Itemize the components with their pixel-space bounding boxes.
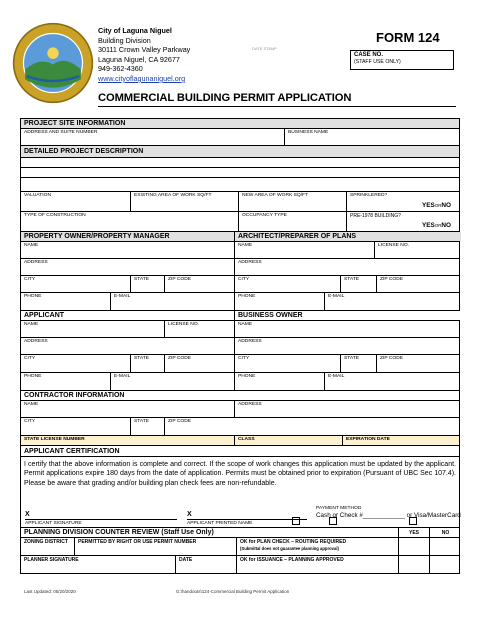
section-project-description: DETAILED PROJECT DESCRIPTION	[21, 146, 459, 158]
address-line1: 30111 Crown Valley Parkway	[98, 45, 191, 55]
new-area-label: NEW AREA OF WORK SQ/FT	[242, 193, 309, 198]
review-no-label: NO	[441, 530, 450, 536]
business-owner-city-field[interactable]	[235, 355, 341, 372]
architect-name-label: NAME	[238, 243, 253, 248]
owner-address-field[interactable]	[21, 259, 235, 275]
row-valuation	[21, 192, 459, 212]
architect-city-label: CITY	[238, 277, 250, 282]
row-counter-review-header	[21, 528, 459, 538]
contractor-state-field[interactable]	[131, 418, 165, 435]
row-owner-name	[21, 242, 459, 259]
business-owner-zip-label: ZIP CODE	[380, 356, 404, 361]
row-applicant-phone	[21, 373, 459, 391]
applicant-license-field[interactable]	[165, 321, 235, 337]
construction-type-field[interactable]	[21, 212, 239, 231]
business-name-label: BUSINESS NAME	[288, 130, 329, 135]
row-construction	[21, 212, 459, 232]
architect-phone-label: PHONE	[238, 294, 256, 299]
section-property-owner: PROPERTY OWNER/PROPERTY MANAGER	[21, 232, 235, 241]
payment-card-checkbox[interactable]	[409, 517, 417, 525]
row-applicant-address	[21, 338, 459, 355]
row-zoning	[21, 538, 459, 556]
contractor-city-field[interactable]	[21, 418, 131, 435]
payment-check-checkbox[interactable]	[329, 517, 337, 525]
contractor-name-label: NAME	[24, 402, 39, 407]
owner-city-label: CITY	[24, 277, 36, 282]
owner-state-label: STATE	[134, 277, 150, 282]
row-site-address	[21, 129, 459, 146]
city-seal-logo	[12, 22, 94, 104]
permit-form	[20, 118, 460, 574]
issuance-no-cell[interactable]	[430, 556, 461, 574]
owner-address-label: ADDRESS	[24, 260, 48, 265]
row-owner-phone	[21, 293, 459, 311]
architect-state-label: STATE	[344, 277, 360, 282]
address-line2: Laguna Niguel, CA 92677	[98, 54, 180, 64]
row-planner	[21, 556, 459, 574]
website-link[interactable]: www.cityoflagunaniguel.org	[98, 73, 186, 83]
org-phone: 949-362-4360	[98, 64, 143, 74]
row-contractor-license	[21, 436, 459, 446]
applicant-phone-field[interactable]	[21, 373, 111, 390]
payment-cash-checkbox[interactable]	[292, 517, 300, 525]
ok-issuance-label: OK for ISSUANCE – PLANNING APPROVED	[240, 557, 344, 563]
form-number: FORM 124	[376, 30, 440, 45]
applicant-email-label: E-MAIL	[114, 374, 131, 379]
section-counter-review: PLANNING DIVISION COUNTER REVIEW (Staff Use Only)	[21, 528, 399, 537]
valuation-label: VALUATION	[24, 193, 51, 198]
applicant-state-field[interactable]	[131, 355, 165, 372]
applicant-phone-label: PHONE	[24, 374, 42, 379]
owner-email-label: E-MAIL	[114, 294, 131, 299]
row-owner-architect-headers	[21, 232, 459, 242]
architect-zip-field[interactable]	[377, 276, 461, 292]
owner-email-field[interactable]	[111, 293, 235, 310]
contractor-state-label: STATE	[134, 419, 150, 424]
applicant-signature-label: APPLICANT SIGNATURE	[25, 521, 82, 526]
row-signatures	[21, 508, 459, 528]
sprinklered-yes-no[interactable]: YESORNO	[422, 202, 451, 209]
case-number-box[interactable]	[350, 50, 454, 70]
architect-city-field[interactable]	[235, 276, 341, 292]
occupancy-type-label: OCCUPANCY TYPE	[242, 213, 287, 218]
architect-email-field[interactable]	[325, 293, 461, 310]
business-owner-phone-label: PHONE	[238, 374, 256, 379]
applicant-zip-label: ZIP CODE	[168, 356, 192, 361]
applicant-state-label: STATE	[134, 356, 150, 361]
planner-signature-field[interactable]	[21, 556, 176, 574]
applicant-printed-name-label: APPLICANT PRINTED NAME	[187, 521, 253, 526]
certification-text-block	[21, 457, 459, 508]
description-line-1[interactable]	[21, 158, 459, 168]
architect-zip-label: ZIP CODE	[380, 277, 404, 282]
row-applicant-business-headers	[21, 311, 459, 321]
business-owner-phone-field[interactable]	[235, 373, 325, 390]
date-stamp-label: DATE STAMP	[252, 46, 277, 51]
applicant-email-field[interactable]	[111, 373, 235, 390]
contractor-license-label: STATE LICENSE NUMBER	[24, 437, 85, 442]
business-owner-name-field[interactable]	[235, 321, 461, 337]
org-name: City of Laguna Niguel	[98, 26, 172, 35]
applicant-address-label: ADDRESS	[24, 339, 48, 344]
ok-plan-check-label: OK for PLAN CHECK – ROUTING REQUIRED	[240, 539, 347, 545]
occupancy-type-field[interactable]	[239, 212, 347, 231]
last-updated: Last Updated: 05/20/2020	[24, 589, 76, 594]
row-applicant-city	[21, 355, 459, 373]
applicant-city-label: CITY	[24, 356, 36, 361]
address-field[interactable]	[21, 129, 285, 145]
contractor-address-label: ADDRESS	[238, 402, 262, 407]
contractor-expiration-label: EXPIRATION DATE	[346, 437, 390, 442]
section-applicant: APPLICANT	[21, 311, 235, 320]
issuance-yes-cell[interactable]	[399, 556, 430, 574]
construction-type-label: TYPE OF CONSTRUCTION	[24, 213, 86, 218]
pre1978-field[interactable]	[347, 212, 461, 231]
owner-zip-label: ZIP CODE	[168, 277, 192, 282]
business-owner-email-label: E-MAIL	[328, 374, 345, 379]
business-owner-zip-field[interactable]	[377, 355, 461, 372]
section-architect: ARCHITECT/PREPARER OF PLANS	[235, 232, 461, 241]
certification-text: I certify that the above information is complete and correct. If the scope of work changes this application must be updated by the applicant. Permit applications expire 180 days from the date of application. Permits must be obtained prior to expiration (Pursuant of UBC Sec 107.4). Please be aware that grading and/or building plan check fees are non-refundable.	[24, 461, 456, 487]
business-name-field[interactable]	[285, 129, 461, 145]
business-owner-name-label: NAME	[238, 322, 253, 327]
file-path: G:\handouts\124-Commercial Building Permit Application	[176, 589, 290, 594]
planner-date-field[interactable]	[176, 556, 237, 574]
architect-license-label: LICENSE NO.	[378, 243, 409, 248]
case-note: (STAFF USE ONLY)	[354, 58, 401, 65]
architect-email-label: E-MAIL	[328, 294, 345, 299]
sprinklered-field[interactable]	[347, 192, 461, 211]
business-owner-city-label: CITY	[238, 356, 250, 361]
existing-area-field[interactable]	[131, 192, 239, 211]
row-contractor-city	[21, 418, 459, 436]
existing-area-label: EXISTING AREA OF WORK SQ/FT	[134, 193, 212, 198]
architect-name-field[interactable]	[235, 242, 375, 258]
payment-method-label: PAYMENT METHOD	[316, 506, 362, 511]
owner-city-field[interactable]	[21, 276, 131, 292]
contractor-class-field[interactable]	[235, 436, 343, 445]
signature-x-mark: X	[25, 511, 30, 518]
architect-state-field[interactable]	[341, 276, 377, 292]
applicant-zip-field[interactable]	[165, 355, 235, 372]
business-owner-state-field[interactable]	[341, 355, 377, 372]
contractor-class-label: CLASS	[238, 437, 255, 442]
architect-license-field[interactable]	[375, 242, 461, 258]
row-applicant-name	[21, 321, 459, 338]
division: Building Division	[98, 35, 151, 45]
page-title: COMMERCIAL BUILDING PERMIT APPLICATION	[98, 92, 352, 104]
description-line-2[interactable]	[21, 168, 459, 178]
owner-phone-label: PHONE	[24, 294, 42, 299]
applicant-address-field[interactable]	[21, 338, 235, 354]
planner-date-label: DATE	[179, 557, 193, 563]
permitted-label: PERMITTED BY RIGHT OR USE PERMIT NUMBER	[78, 539, 197, 545]
valuation-field[interactable]	[21, 192, 131, 211]
review-yes-label: YES	[399, 528, 430, 537]
business-owner-state-label: STATE	[344, 356, 360, 361]
plan-check-no-cell[interactable]	[430, 538, 461, 555]
architect-address-label: ADDRESS	[238, 260, 262, 265]
title-rule	[98, 106, 456, 107]
architect-address-field[interactable]	[235, 259, 461, 275]
business-owner-address-label: ADDRESS	[238, 339, 262, 344]
pre1978-yes-no[interactable]: YESORNO	[422, 222, 451, 229]
applicant-license-label: LICENSE NO.	[168, 322, 199, 327]
business-owner-email-field[interactable]	[325, 373, 461, 390]
permitted-field[interactable]	[75, 538, 237, 555]
plan-check-yes-cell[interactable]	[399, 538, 430, 555]
sprinklered-label: SPRINKLERED?	[350, 193, 388, 198]
contractor-zip-label: ZIP CODE	[168, 419, 192, 424]
ok-plan-check-note: (Submittal does not guarantee planning approval)	[240, 546, 339, 551]
printed-name-x-mark: X	[187, 511, 192, 518]
applicant-city-field[interactable]	[21, 355, 131, 372]
row-contractor-name	[21, 401, 459, 418]
ok-issuance-field	[237, 556, 399, 574]
org-header	[98, 26, 190, 84]
contractor-expiration-field[interactable]	[343, 436, 461, 445]
new-area-field[interactable]	[239, 192, 347, 211]
contractor-name-field[interactable]	[21, 401, 235, 417]
owner-state-field[interactable]	[131, 276, 165, 292]
owner-name-label: NAME	[24, 243, 39, 248]
applicant-name-field[interactable]	[21, 321, 165, 337]
contractor-license-field[interactable]	[21, 436, 235, 445]
contractor-zip-field[interactable]	[165, 418, 461, 435]
payment-options[interactable]: Cash or Check #____________ or Visa/MasterCard	[316, 512, 461, 519]
pre1978-label: PRE-1978	[350, 213, 374, 219]
ok-plan-check-field	[237, 538, 399, 555]
address-label: ADDRESS AND SUITE NUMBER	[24, 130, 98, 135]
applicant-name-label: NAME	[24, 322, 39, 327]
section-applicant-certification: APPLICANT CERTIFICATION	[21, 446, 459, 457]
owner-phone-field[interactable]	[21, 293, 111, 310]
business-owner-address-field[interactable]	[235, 338, 461, 354]
building-label: BUILDING?	[374, 213, 401, 219]
architect-phone-field[interactable]	[235, 293, 325, 310]
owner-zip-field[interactable]	[165, 276, 235, 292]
contractor-address-field[interactable]	[235, 401, 461, 417]
zoning-district-field[interactable]	[21, 538, 75, 555]
section-contractor: CONTRACTOR INFORMATION	[21, 391, 459, 401]
owner-name-field[interactable]	[21, 242, 235, 258]
row-owner-city	[21, 276, 459, 293]
row-owner-address	[21, 259, 459, 276]
description-line-3[interactable]	[21, 178, 459, 192]
section-business-owner: BUSINESS OWNER	[235, 311, 461, 320]
zoning-label: ZONING DISTRICT	[24, 539, 68, 545]
section-project-site: PROJECT SITE INFORMATION	[21, 119, 459, 129]
planner-signature-label: PLANNER SIGNATURE	[24, 557, 79, 563]
contractor-city-label: CITY	[24, 419, 36, 424]
case-label: CASE NO.	[354, 52, 384, 58]
